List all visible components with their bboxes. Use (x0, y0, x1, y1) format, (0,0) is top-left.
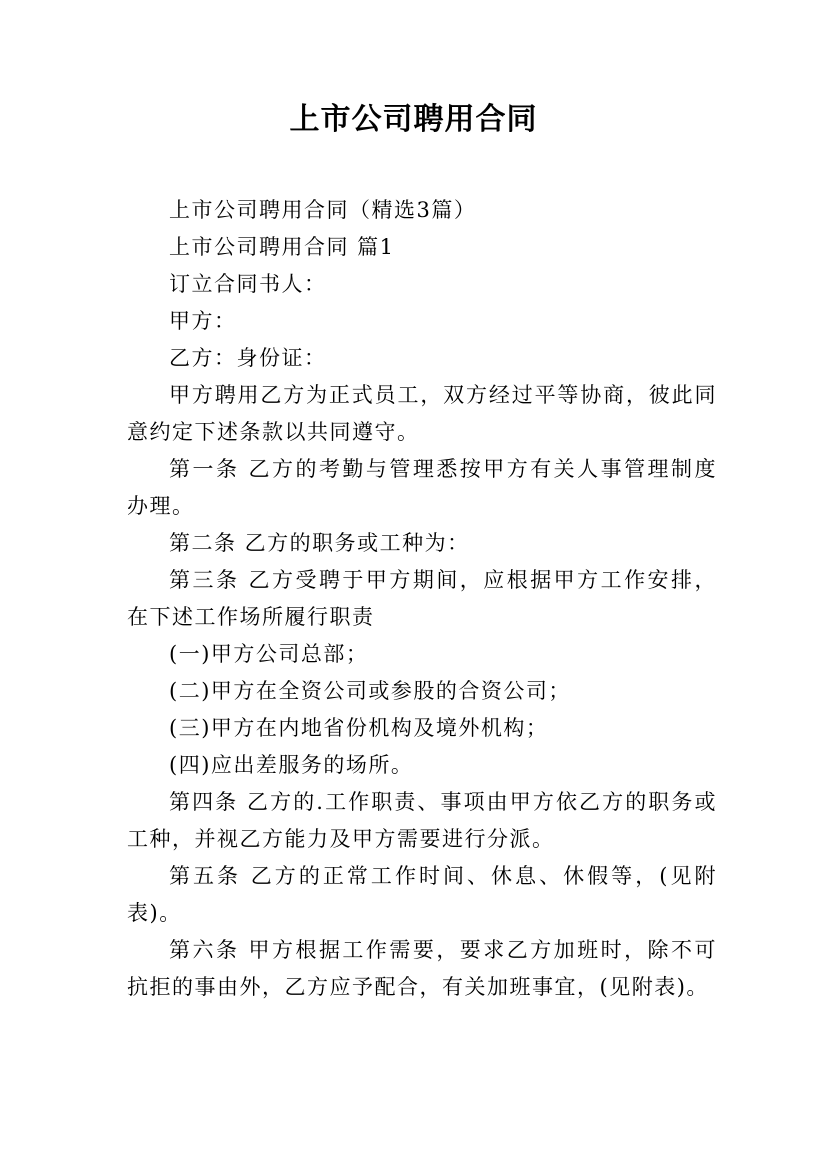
paragraph-workplace-2: (二)甲方在全资公司或参股的合资公司； (169, 679, 571, 703)
document-title: 上市公司聘用合同 (289, 102, 538, 137)
paragraph-party-a: 甲方： (169, 309, 237, 333)
paragraph-party-b: 乙方：身份证： (169, 346, 327, 370)
paragraph-article-3: 第三条 乙方受聘于甲方期间，应根据甲方工作安排，在下述工作场所履行职责 (127, 568, 717, 629)
paragraph-article-1: 第一条 乙方的考勤与管理悉按甲方有关人事管理制度办理。 (127, 457, 717, 518)
paragraph-parties-heading: 订立合同书人： (169, 272, 327, 296)
paragraph-section-heading: 上市公司聘用合同 篇1 (169, 235, 395, 259)
paragraph-article-6: 第六条 甲方根据工作需要，要求乙方加班时，除不可抗拒的事由外，乙方应予配合，有关加班事宜，(见附表)。 (127, 938, 717, 999)
paragraph-preamble: 甲方聘用乙方为正式员工，双方经过平等协商，彼此同意约定下述条款以共同遵守。 (127, 383, 717, 444)
paragraph-subtitle: 上市公司聘用合同（精选3篇） (169, 198, 477, 222)
paragraph-article-4: 第四条 乙方的.工作职责、事项由甲方依乙方的职务或工种，并视乙方能力及甲方需要进行分派。 (127, 790, 717, 851)
paragraph-workplace-1: (一)甲方公司总部； (169, 642, 369, 666)
paragraph-article-5: 第五条 乙方的正常工作时间、休息、休假等，(见附表)。 (127, 864, 717, 925)
document-body (127, 192, 717, 1006)
paragraph-workplace-3: (三)甲方在内地省份机构及境外机构； (169, 716, 549, 740)
paragraph-article-2: 第二条 乙方的职务或工种为： (169, 531, 470, 555)
paragraph-workplace-4: (四)应出差服务的场所。 (169, 753, 414, 777)
